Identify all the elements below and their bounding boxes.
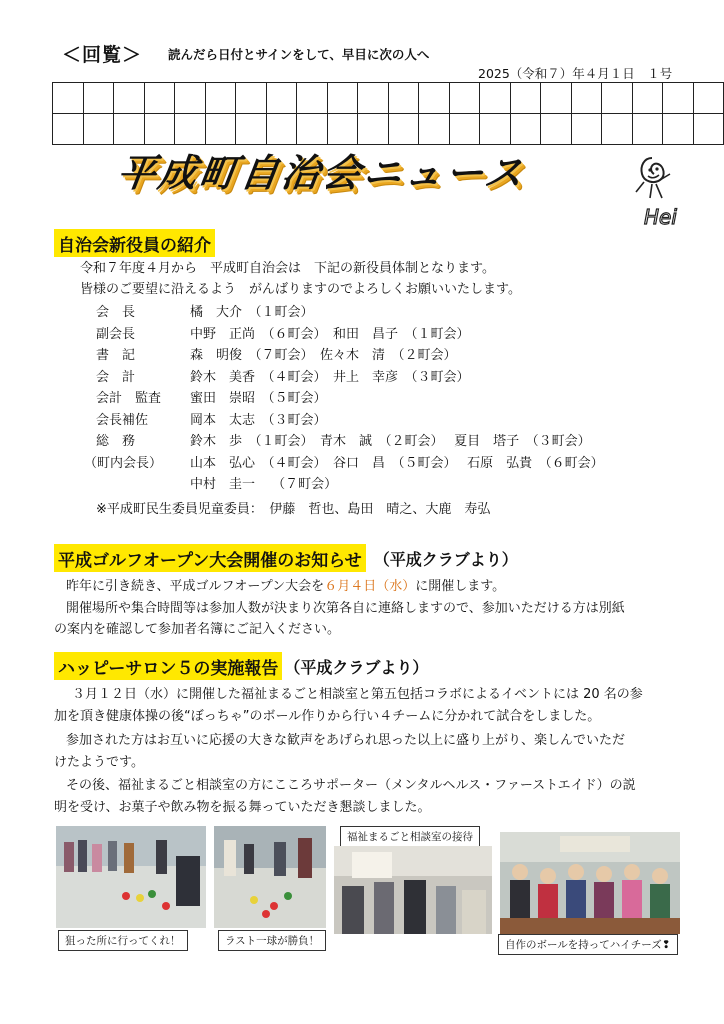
- signature-cell: [297, 83, 328, 114]
- officer-row: [96, 365, 604, 387]
- kairan-note: 読んだら日付とサインをして、早目に次の人へ: [168, 47, 430, 62]
- photo-caption-2: ラスト一球が勝負！: [218, 930, 326, 951]
- photo-caption-1: 狙った所に行ってくれ！: [58, 930, 188, 951]
- section-heading-golf: 平成ゴルフオープン大会開催のお知らせ: [54, 544, 366, 572]
- photo-caption-4: 自作のボールを持ってハイチーズ❢: [498, 934, 678, 955]
- section-heading-golf-row: [54, 544, 518, 572]
- officer-names: 中村 圭一 （７町会）: [190, 477, 338, 493]
- salon-heading-suffix: （平成クラブより）: [284, 657, 429, 677]
- signature-cell: [358, 114, 389, 145]
- signature-cell: [693, 83, 724, 114]
- officer-row: [96, 429, 604, 451]
- signature-cell: [327, 114, 358, 145]
- issue-date: 2025（令和７）年４月１日 １号: [478, 66, 673, 81]
- golf-line-1-pre: 昨年に引き続き、平成ゴルフオープン大会を: [66, 579, 325, 594]
- golf-heading-suffix: （平成クラブより）: [373, 549, 518, 569]
- photo-boccia-1: [56, 826, 206, 928]
- signature-cell: [663, 114, 694, 145]
- officer-role: 総 務: [96, 434, 136, 450]
- signature-grid: [52, 82, 724, 145]
- salon-line-6: 明を受け、お菓子や飲み物を振る舞っていただき懇談しました。: [54, 800, 431, 815]
- signature-cell: [358, 83, 389, 114]
- officer-row: [96, 343, 604, 365]
- signature-cell: [693, 114, 724, 145]
- officer-role: 書 記: [96, 348, 136, 364]
- signature-cell: [480, 114, 511, 145]
- kairan-label: ＜回覧＞: [62, 44, 143, 66]
- signature-cell: [53, 114, 84, 145]
- officer-role: 会 長: [96, 305, 136, 321]
- signature-cell: [663, 83, 694, 114]
- officer-role: 会 計: [96, 369, 136, 385]
- officer-names: 森 明俊 （７町会） 佐々木 清 （２町会）: [190, 348, 457, 364]
- signature-cell: [632, 114, 663, 145]
- signature-cell: [266, 114, 297, 145]
- officer-role: 会計 監査: [96, 391, 162, 407]
- masthead-title: 平成町自治会ニュース: [114, 151, 529, 195]
- signature-cell: [632, 83, 663, 114]
- officer-names: 山本 弘心 （４町会） 谷口 昌 （５町会） 石原 弘貴 （６町会）: [190, 455, 604, 471]
- signature-cell: [236, 114, 267, 145]
- section-heading-officers: 自治会新役員の紹介: [54, 229, 215, 257]
- photo-boccia-2: [214, 826, 326, 928]
- photo-caption-3: 福祉まるごと相談室の接待: [340, 826, 480, 847]
- signature-cell: [236, 83, 267, 114]
- officers-intro-line-2: 皆様のご要望に沿えるよう がんばりますのでよろしくお願いいたします。: [80, 282, 521, 297]
- masthead: [114, 142, 604, 200]
- photo-consultation: [334, 846, 492, 934]
- signature-cell: [571, 83, 602, 114]
- officer-role: 副会長: [96, 326, 136, 342]
- salon-line-4: けたようです。: [54, 755, 144, 770]
- officer-names: 中野 正尚 （６町会） 和田 昌子 （１町会）: [190, 326, 470, 342]
- signature-cell: [266, 83, 297, 114]
- golf-line-2: 開催場所や集合時間等は参加人数が決まり次第各自に連絡しますので、参加いただける方は別紙: [66, 601, 625, 616]
- officer-role: （町内会長）: [84, 455, 163, 471]
- officer-role: 会長補佐: [96, 412, 149, 428]
- signature-cell: [297, 114, 328, 145]
- officer-row: [96, 451, 604, 473]
- signature-cell: [419, 83, 450, 114]
- signature-cell: [83, 114, 114, 145]
- salon-line-2: 加を頂き健康体操の後“ぼっちゃ”のボール作りから行い４チームに分かれて試合をしました。: [54, 709, 601, 724]
- signature-cell: [114, 83, 145, 114]
- signature-cell: [114, 114, 145, 145]
- signature-cell: [175, 114, 206, 145]
- signature-cell: [510, 83, 541, 114]
- signature-cell: [571, 114, 602, 145]
- officer-role: [96, 472, 190, 494]
- signature-row-sign: [53, 114, 724, 145]
- section-heading-salon: ハッピーサロン５の実施報告: [54, 652, 282, 680]
- signature-cell: [83, 83, 114, 114]
- signature-cell: [144, 83, 175, 114]
- signature-cell: [419, 114, 450, 145]
- signature-cell: [388, 114, 419, 145]
- signature-cell: [449, 114, 480, 145]
- welfare-commissioners-note: ※平成町民生委員児童委員： 伊藤 哲也、島田 晴之、大鹿 寿弘: [96, 502, 491, 517]
- signature-cell: [510, 114, 541, 145]
- signature-cell: [53, 83, 84, 114]
- mascot-text: Hei: [644, 205, 677, 229]
- golf-line-1-post: に開催します。: [415, 579, 506, 594]
- salon-line-3: 参加された方はお互いに応援の大きな歓声をあげられ思った以上に盛り上がり、楽しんでいただ: [66, 733, 626, 748]
- golf-line-1: [66, 576, 505, 598]
- section-heading-salon-row: [54, 652, 428, 680]
- signature-cell: [602, 114, 633, 145]
- officer-row: [96, 386, 604, 408]
- golf-line-3: の案内を確認して参加者名簿にご記入ください。: [54, 622, 341, 637]
- salon-line-5: その後、福祉まるごと相談室の方にこころサポーター（メンタルヘルス・ファーストエイド）の説: [66, 778, 636, 793]
- officer-list: [84, 300, 604, 494]
- signature-cell: [144, 114, 175, 145]
- signature-cell: [388, 83, 419, 114]
- signature-cell: [602, 83, 633, 114]
- mascot-icon: [630, 152, 692, 232]
- signature-row-date: [53, 83, 724, 114]
- signature-cell: [541, 83, 572, 114]
- officer-names: 蜜田 崇昭 （５町会）: [190, 391, 327, 407]
- officers-intro-line-1: 令和７年度４月から 平成町自治会は 下記の新役員体制となります。: [80, 261, 495, 276]
- signature-cell: [541, 114, 572, 145]
- officer-names: 橘 大介 （１町会）: [190, 305, 314, 321]
- signature-cell: [205, 83, 236, 114]
- officer-names: 岡本 太志 （３町会）: [190, 412, 327, 428]
- signature-cell: [327, 83, 358, 114]
- officer-row: [96, 408, 604, 430]
- officer-names: 鈴木 歩 （１町会） 青木 誠 （２町会） 夏目 塔子 （３町会）: [190, 434, 591, 450]
- signature-cell: [205, 114, 236, 145]
- signature-cell: [175, 83, 206, 114]
- officer-row: [96, 472, 604, 494]
- officer-names: 鈴木 美香 （４町会） 井上 幸彦 （３町会）: [190, 369, 470, 385]
- officer-row: [96, 300, 604, 322]
- signature-cell: [449, 83, 480, 114]
- officer-row: [96, 322, 604, 344]
- salon-line-1: ３月１２日（水）に開催した福祉まるごと相談室と第五包括コラボによるイベントには 20 名の参: [72, 687, 643, 702]
- golf-date: ６月４日（水）: [324, 579, 416, 594]
- photo-group: [500, 832, 680, 934]
- signature-cell: [480, 83, 511, 114]
